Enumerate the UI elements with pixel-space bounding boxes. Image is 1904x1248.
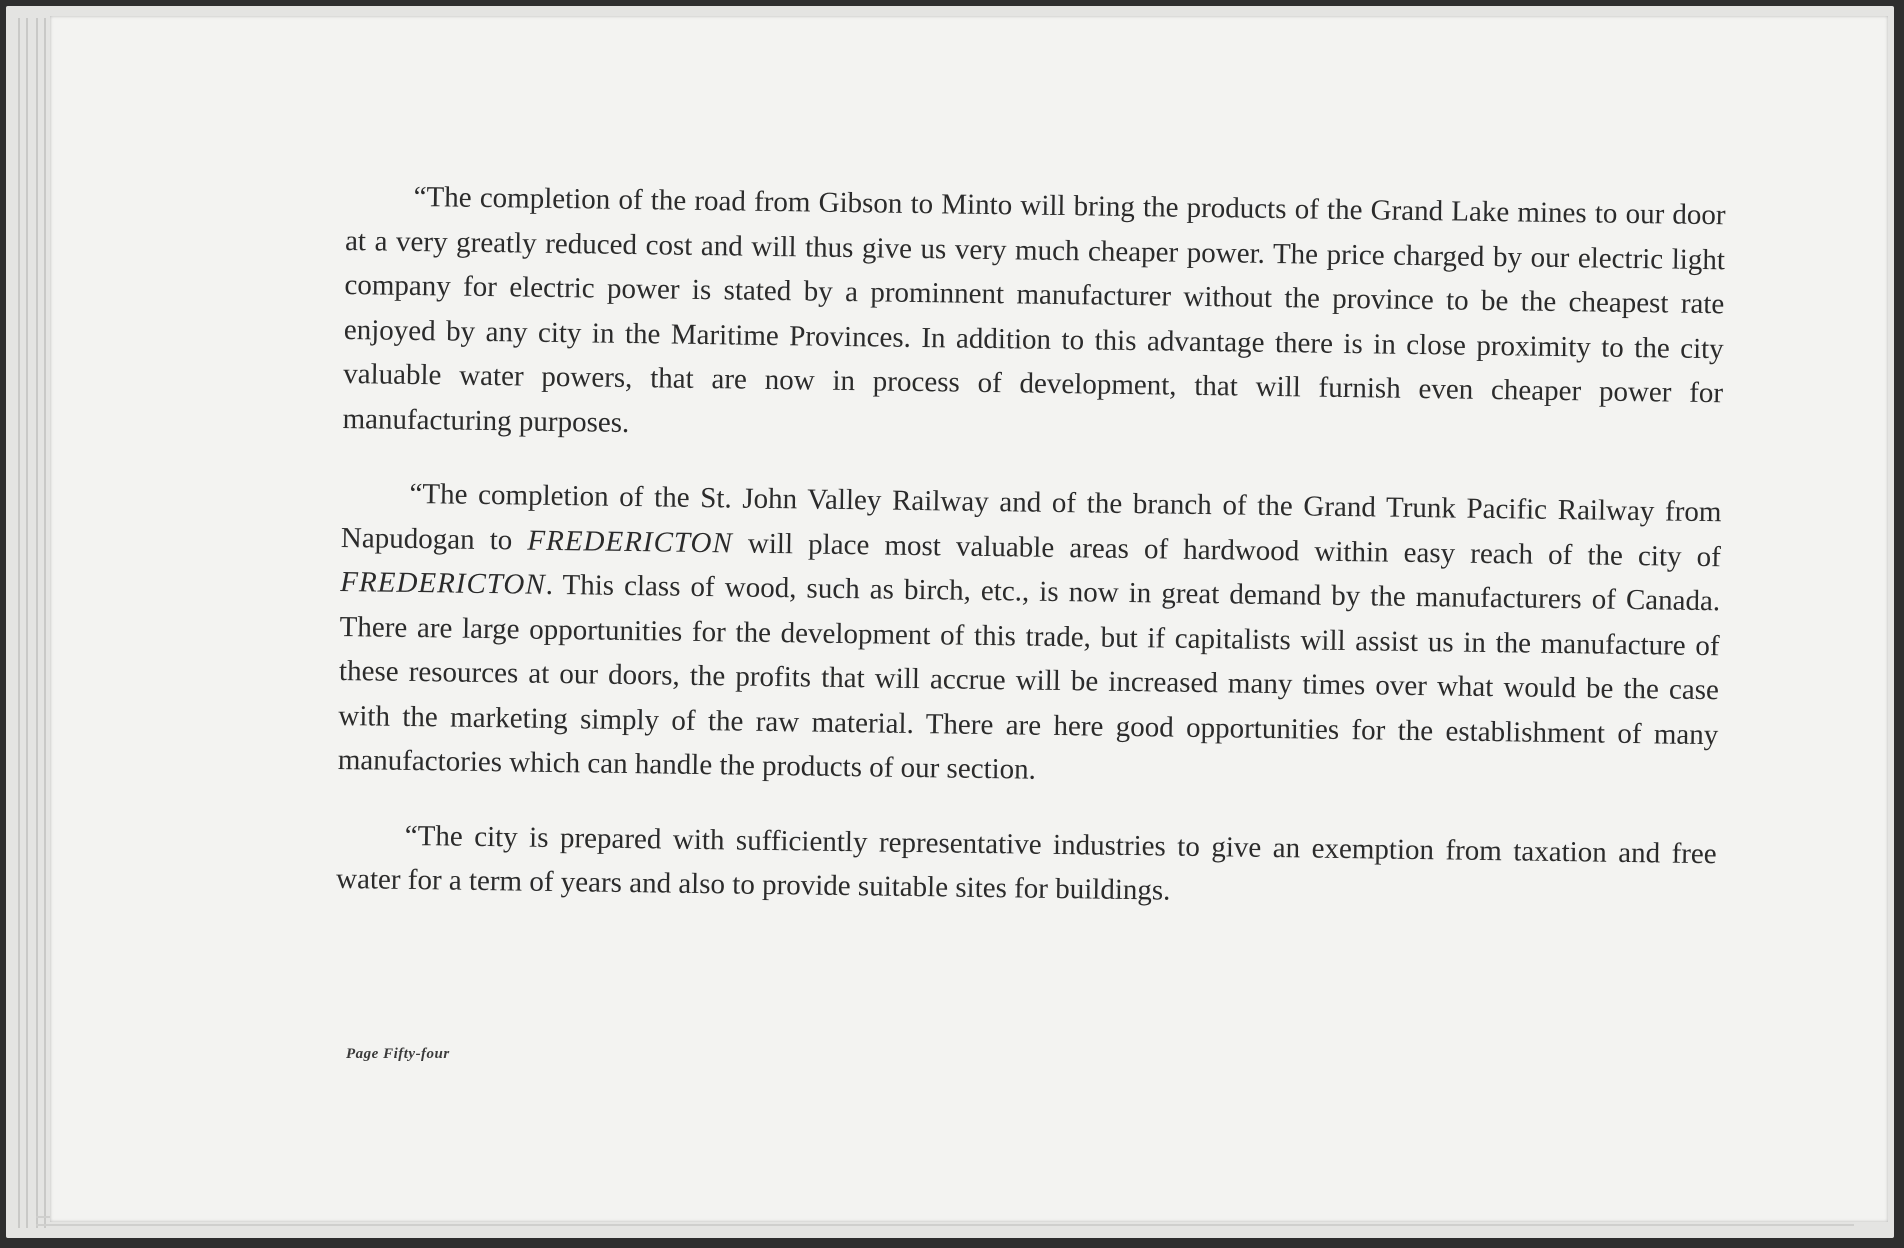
- body-text: [336, 174, 1726, 921]
- page-edge-line: [18, 18, 20, 1228]
- page-bottom-edge: [36, 1224, 1854, 1226]
- paragraph-text: . This class of wood, such as birch, etc., is now in great demand by the manufacturers of Canada. There are large opportunities for the development of this trade, but if capitalists will assist us in the manufacture of these resources at our doors, the profits that will accrue will be increased many times over what would be the case with the marketing simply of the raw material. There are here good opportunities for the establishment of many manufactories which can handle the products of our section.: [337, 568, 1721, 786]
- book-page: [50, 16, 1888, 1222]
- paragraph-text: will place most valuable areas of hardwood within easy reach of the city of: [732, 526, 1722, 573]
- city-name-emphasis: FREDERICTON: [527, 524, 734, 559]
- page-edge-line: [26, 18, 28, 1228]
- city-name-emphasis: FREDERICTON: [340, 565, 546, 601]
- page-edge-line: [44, 18, 46, 1228]
- page-edge-line: [36, 18, 38, 1228]
- paragraph-text: “The completion of the St. John Valley Railway and of the branch of the Grand Trunk Pacific Railway from Napudogan to: [340, 477, 1722, 557]
- paragraph-tax-exemption: “The city is prepared with sufficiently representative industries to give an exemption from taxation and free water for a term of years and also to provide suitable sites for buildings.: [335, 819, 1717, 907]
- page-number: Page Fifty-four: [346, 1046, 450, 1062]
- paragraph-st-john-valley: [338, 471, 1722, 802]
- page-stack: [6, 6, 1894, 1238]
- paragraph-gibson-minto: “The completion of the road from Gibson to Minto will bring the products of the Grand Lake mines to our door at a very greatly reduced cost and will thus give us very much cheaper power. The price charged by our electric light company for electric power is stated by a prominnent manufacturer without the province to be the cheapest rate enjoyed by any city in the Maritime Provinces. In addition to this advantage there is in close proximity to the city valuable water powers, that are now in process of development, that will furnish even cheaper power for manufacturing purposes.: [342, 180, 1726, 439]
